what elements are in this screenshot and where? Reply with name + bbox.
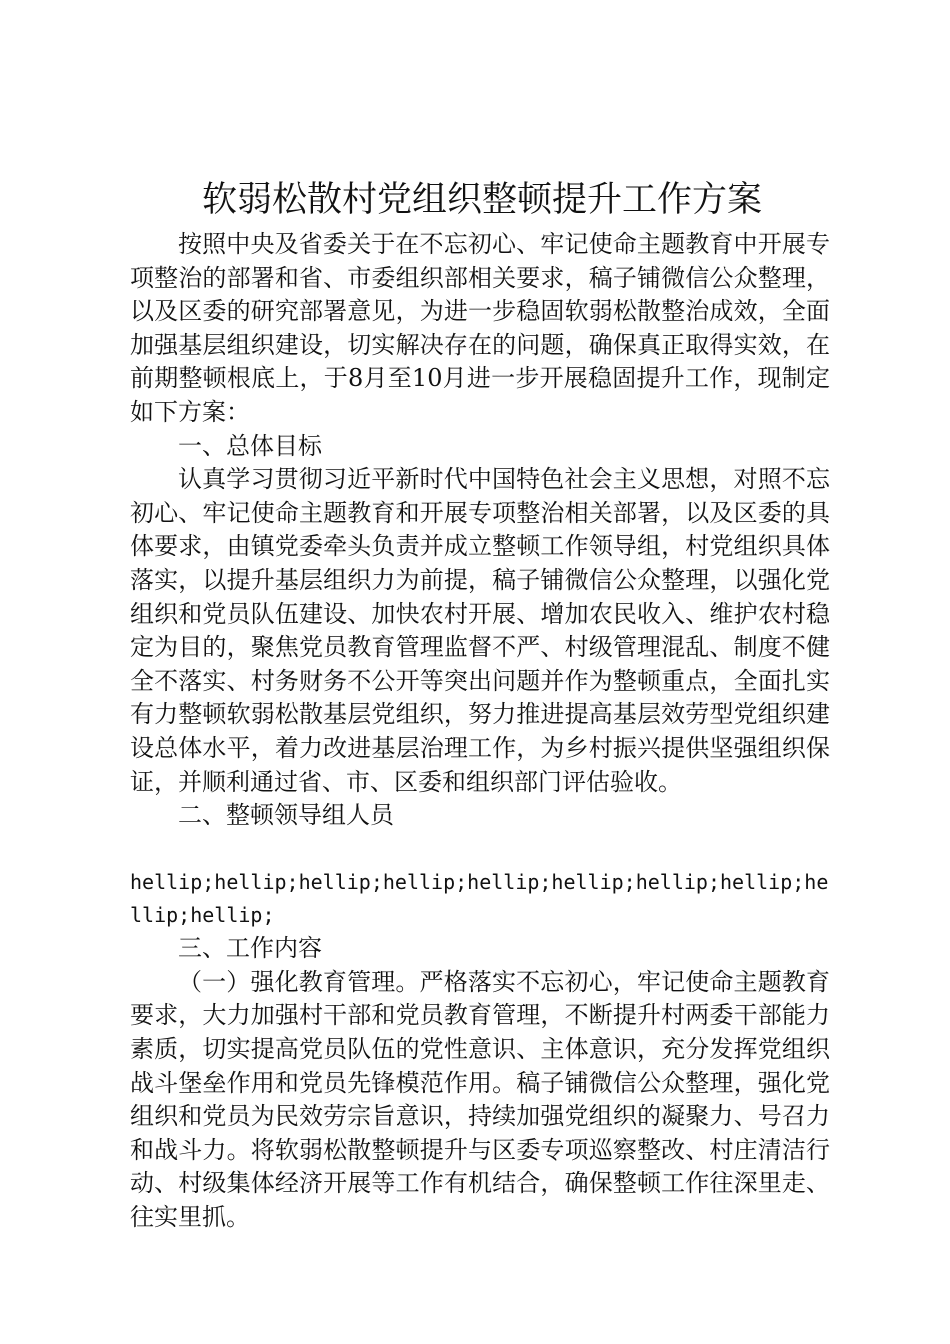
document-page bbox=[130, 178, 830, 1235]
section-2-placeholder: hellip;hellip;hellip;hellip;hellip;hellip;hellip;hellip;hellip;hellip; bbox=[130, 870, 829, 928]
intro-paragraph: 按照中央及省委关于在不忘初心、牢记使命主题教育中开展专项整治的部署和省、市委组织部相关要求，稿子铺微信公众整理，以及区委的研究部署意见，为进一步稳固软弱松散整治成效，全面加强基层组织建设，切实解决存在的问题，确保真正取得实效，在前期整顿根底上，于8月至10月进一步开展稳固提升工作，现制定如下方案： bbox=[130, 230, 830, 426]
blank-line bbox=[130, 833, 830, 867]
section-3-item-1: （一）强化教育管理。严格落实不忘初心，牢记使命主题教育要求，大力加强村干部和党员教育管理，不断提升村两委干部能力素质，切实提高党员队伍的党性意识、主体意识，充分发挥党组织战斗堡垒作用和党员先锋模范作用。稿子铺微信公众整理，强化党组织和党员为民效劳宗旨意识，持续加强党组织的凝聚力、号召力和战斗力。将软弱松散整顿提升与区委专项巡察整改、村庄清洁行动、村级集体经济开展等工作有机结合，确保整顿工作往深里走、往实里抓。 bbox=[130, 967, 830, 1232]
section-3-heading: 三、工作内容 bbox=[178, 934, 322, 963]
section-1-heading: 一、总体目标 bbox=[178, 431, 322, 460]
section-2-heading: 二、整顿领导组人员 bbox=[178, 801, 394, 830]
section-1-body: 认真学习贯彻习近平新时代中国特色社会主义思想，对照不忘初心、牢记使命主题教育和开展专项整治相关部署，以及区委的具体要求，由镇党委牵头负责并成立整顿工作领导组，村党组织具体落实，以提升基层组织力为前提，稿子铺微信公众整理，以强化党组织和党员队伍建设、加快农村开展、增加农民收入、维护农村稳定为目的，聚焦党员教育管理监督不严、村级管理混乱、制度不健全不落实、村务财务不公开等突出问题并作为整顿重点，全面扎实有力整顿软弱松散基层党组织，努力推进提高基层效劳型党组织建设总体水平，着力改进基层治理工作，为乡村振兴提供坚强组织保证，并顺利通过省、市、区委和组织部门评估验收。 bbox=[130, 465, 830, 796]
document-title: 软弱松散村党组织整顿提升工作方案 bbox=[202, 180, 763, 220]
